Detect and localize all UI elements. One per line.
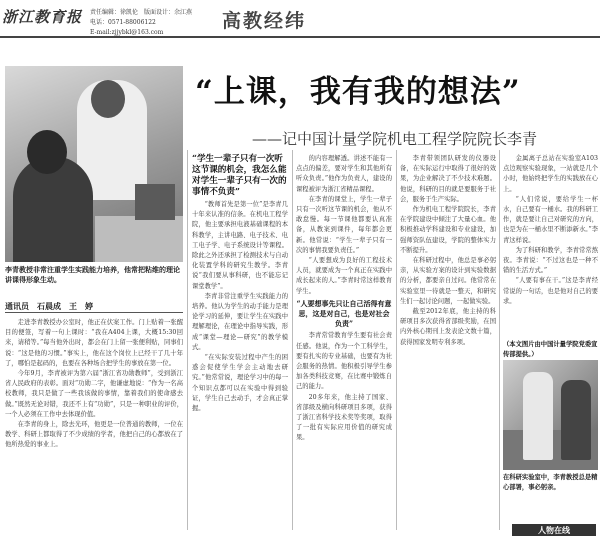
phone-line: 电话：0571-88006122: [90, 19, 156, 26]
section-subheading: “人要想事先只让自己活得有意思，这是对自己，也是对社会负责”: [296, 298, 392, 329]
section-title: 高教经纬: [222, 10, 307, 32]
photo-professor-with-student: [5, 66, 183, 262]
column-rule: [499, 150, 500, 530]
editor-info: [90, 8, 212, 38]
subheadline: ——记中国计量学院机电工程学院院长李青: [252, 130, 538, 148]
paragraph: 李青非常注重学生实践能力的培养。他认为学生的动手能力是理论学习的延伸，要让学生在实践中理解理论，在理论中指导实践，形成“课堂—理论—研究”的教学模式。: [192, 292, 288, 351]
pull-quote: “学生一辈子只有一次听这节课的机会，我怎么能对学生一辈子只有一次的事情不负责”: [192, 154, 287, 197]
paragraph: “教师首先是第一位”是李青几十年来认准的信条。在机电工程学院，他主要承担电液基础课程的本科教学，主讲电路、电子技术、电工电子学、电子系统设计等课程。除此之外还承担了检测技术与自动化装置学科的研究生教学。李青说“我们要从事科研，也不能忘记课堂教学”。: [192, 201, 288, 290]
column-rule: [187, 150, 188, 530]
paragraph: 的内容理解透。讲述不能有一点点的偏差，要对学生和其他所有听众负责。”他作为负责人，建设的课程被评为浙江省精品课程。: [296, 155, 392, 193]
paragraph: 走进李青教授办公室时，他正在伏案工作。门上贴着一张醒目的便签，写着一句上课时：“我在A404上课，大概15:30回来，请稍等。”每当他外出时，都会在门上留一张便利贴，同事们说：“这是他的习惯。”事实上，他在这个岗位上已经干了几十年了，哪怕是起码的，也要在各种场合把学生的事放在第一位。: [5, 319, 183, 367]
paragraph: 李青带领团队研发的仪器设备，在实际运行中取得了很好的效果，为企业解决了不少技术难题。他说，科研的目的就是要服务于社会，服务于生产实际。: [400, 155, 496, 203]
newspaper-logo: 浙江教育报: [2, 8, 83, 26]
column-rule: [292, 150, 293, 530]
paragraph: 20多年来，他主持了国家、省部级及横向科研项目多项，获得了浙江省科学技术奖等奖项，取得了一批有实际应用价值的研究成果。: [296, 393, 392, 442]
body-column-3: [296, 154, 392, 530]
email-line: E-mail:zjjybkl@163.com: [90, 29, 164, 36]
paragraph: 截至2012年底，他主持的科研项目多次获得省部级奖励，在国内外核心期刊上发表论文数十篇，获得国家发明专利多项。: [400, 308, 496, 346]
paragraph: “人要想成为良好的工程技术人员，就要成为一个真正在实践中成长起来的人。”李青时常这样教育学生。: [296, 257, 392, 295]
paragraph: 作为机电工程学院院长，李青在学院建设中倾注了大量心血。他积极推动学科建设和专业建设，加强师资队伍建设，学院的整体实力不断提升。: [400, 206, 496, 254]
byline: 通讯员 石晨成 王 婷: [5, 301, 93, 311]
paragraph: “在实际安装过程中产生的困惑会促使学生学会主动地去研究。”他常常说，理论学习中的每一个知识点都可以在实验中得到验证，学生自己去动手，才会真正掌握。: [192, 354, 288, 413]
paragraph: 在李青的身上，除去光环，他更是一位普通的教师，一位在教学、科研上都取得了不少成绩的学者，他把自己的心都放在了他所热爱的事业上。: [5, 421, 183, 449]
paragraph: 在李青的课堂上，学生一辈子只有一次听这节课的机会，他从不敢怠慢。每一节课他都要认真准备，从教案到课件，每年都会更新。他常说：“学生一辈子只有一次的事情我要负责任。”: [296, 195, 392, 254]
paragraph: 为了科研和教学，李青常常熬夜。李青说：“不过这也是一种不错的生活方式。”: [503, 246, 598, 275]
body-column-4: [400, 154, 496, 530]
body-column-1: [5, 318, 183, 530]
column-rule: [396, 150, 397, 530]
paragraph: 金属离子总站在实验室A103点边观察实验现象，一站就是几个小时，他始终把学生的实践放在心上。: [503, 155, 598, 193]
photo2-caption: 在科研实验室中，李青教授总是精心部署，事必躬亲。: [503, 474, 598, 491]
paragraph: 在科研过程中，他总是事必躬亲，从实验方案的设计到实验数据的分析，都要亲自过问。他常常在实验室里一待就是一整天，和研究生们一起讨论问题，一起做实验。: [400, 257, 496, 305]
photo-credit-note: （本文图片由中国计量学院党委宣传部提供。）: [503, 341, 598, 358]
paragraph: 今年9月，李青被评为第六届“浙江省功勋教师”，受到浙江省人民政府的表彰。面对“功勋二字，他谦虚地说：“作为一名高校教师，我只是做了一些我该做的事情，靠着我们的使命感去做。”既然无论对错，我还不上有“功勋”，只是一种职业的评价，一个人必须在工作中去体现价值。: [5, 370, 183, 418]
photo-research-lab: [503, 360, 598, 470]
byline-rule: [5, 312, 183, 313]
body-column-5: [503, 154, 598, 344]
body-column-2: [192, 200, 288, 530]
paragraph: 李青常常教育学生要有社会责任感。他说，作为一个工科学生，要有扎实的专业基础，也要有为社会服务的热情。他积极引导学生参加各类科技竞赛，在比赛中锻炼自己的能力。: [296, 332, 392, 391]
editor-line: 责任编辑：徐凯伦 版面设计：余江燕: [90, 9, 193, 16]
photo1-caption: 李青教授非常注重学生实践能力培养，他常把粘维的理论讲课得形象生动。: [5, 265, 180, 284]
paragraph: “人要有事在干。”这是李青经常说的一句话，也是他对自己的要求。: [503, 277, 598, 305]
paragraph: “人们常说，要给学生一杯水，自己要有一桶水。我的科研工作，就是要让自己对研究的方向，也是为在一桶水里不断添新水。”李青这样说。: [503, 195, 598, 244]
headline: “上课，我有我的想法”: [195, 74, 521, 110]
masthead-rule: [0, 36, 600, 38]
next-column-tag: 人物在线: [512, 524, 596, 536]
